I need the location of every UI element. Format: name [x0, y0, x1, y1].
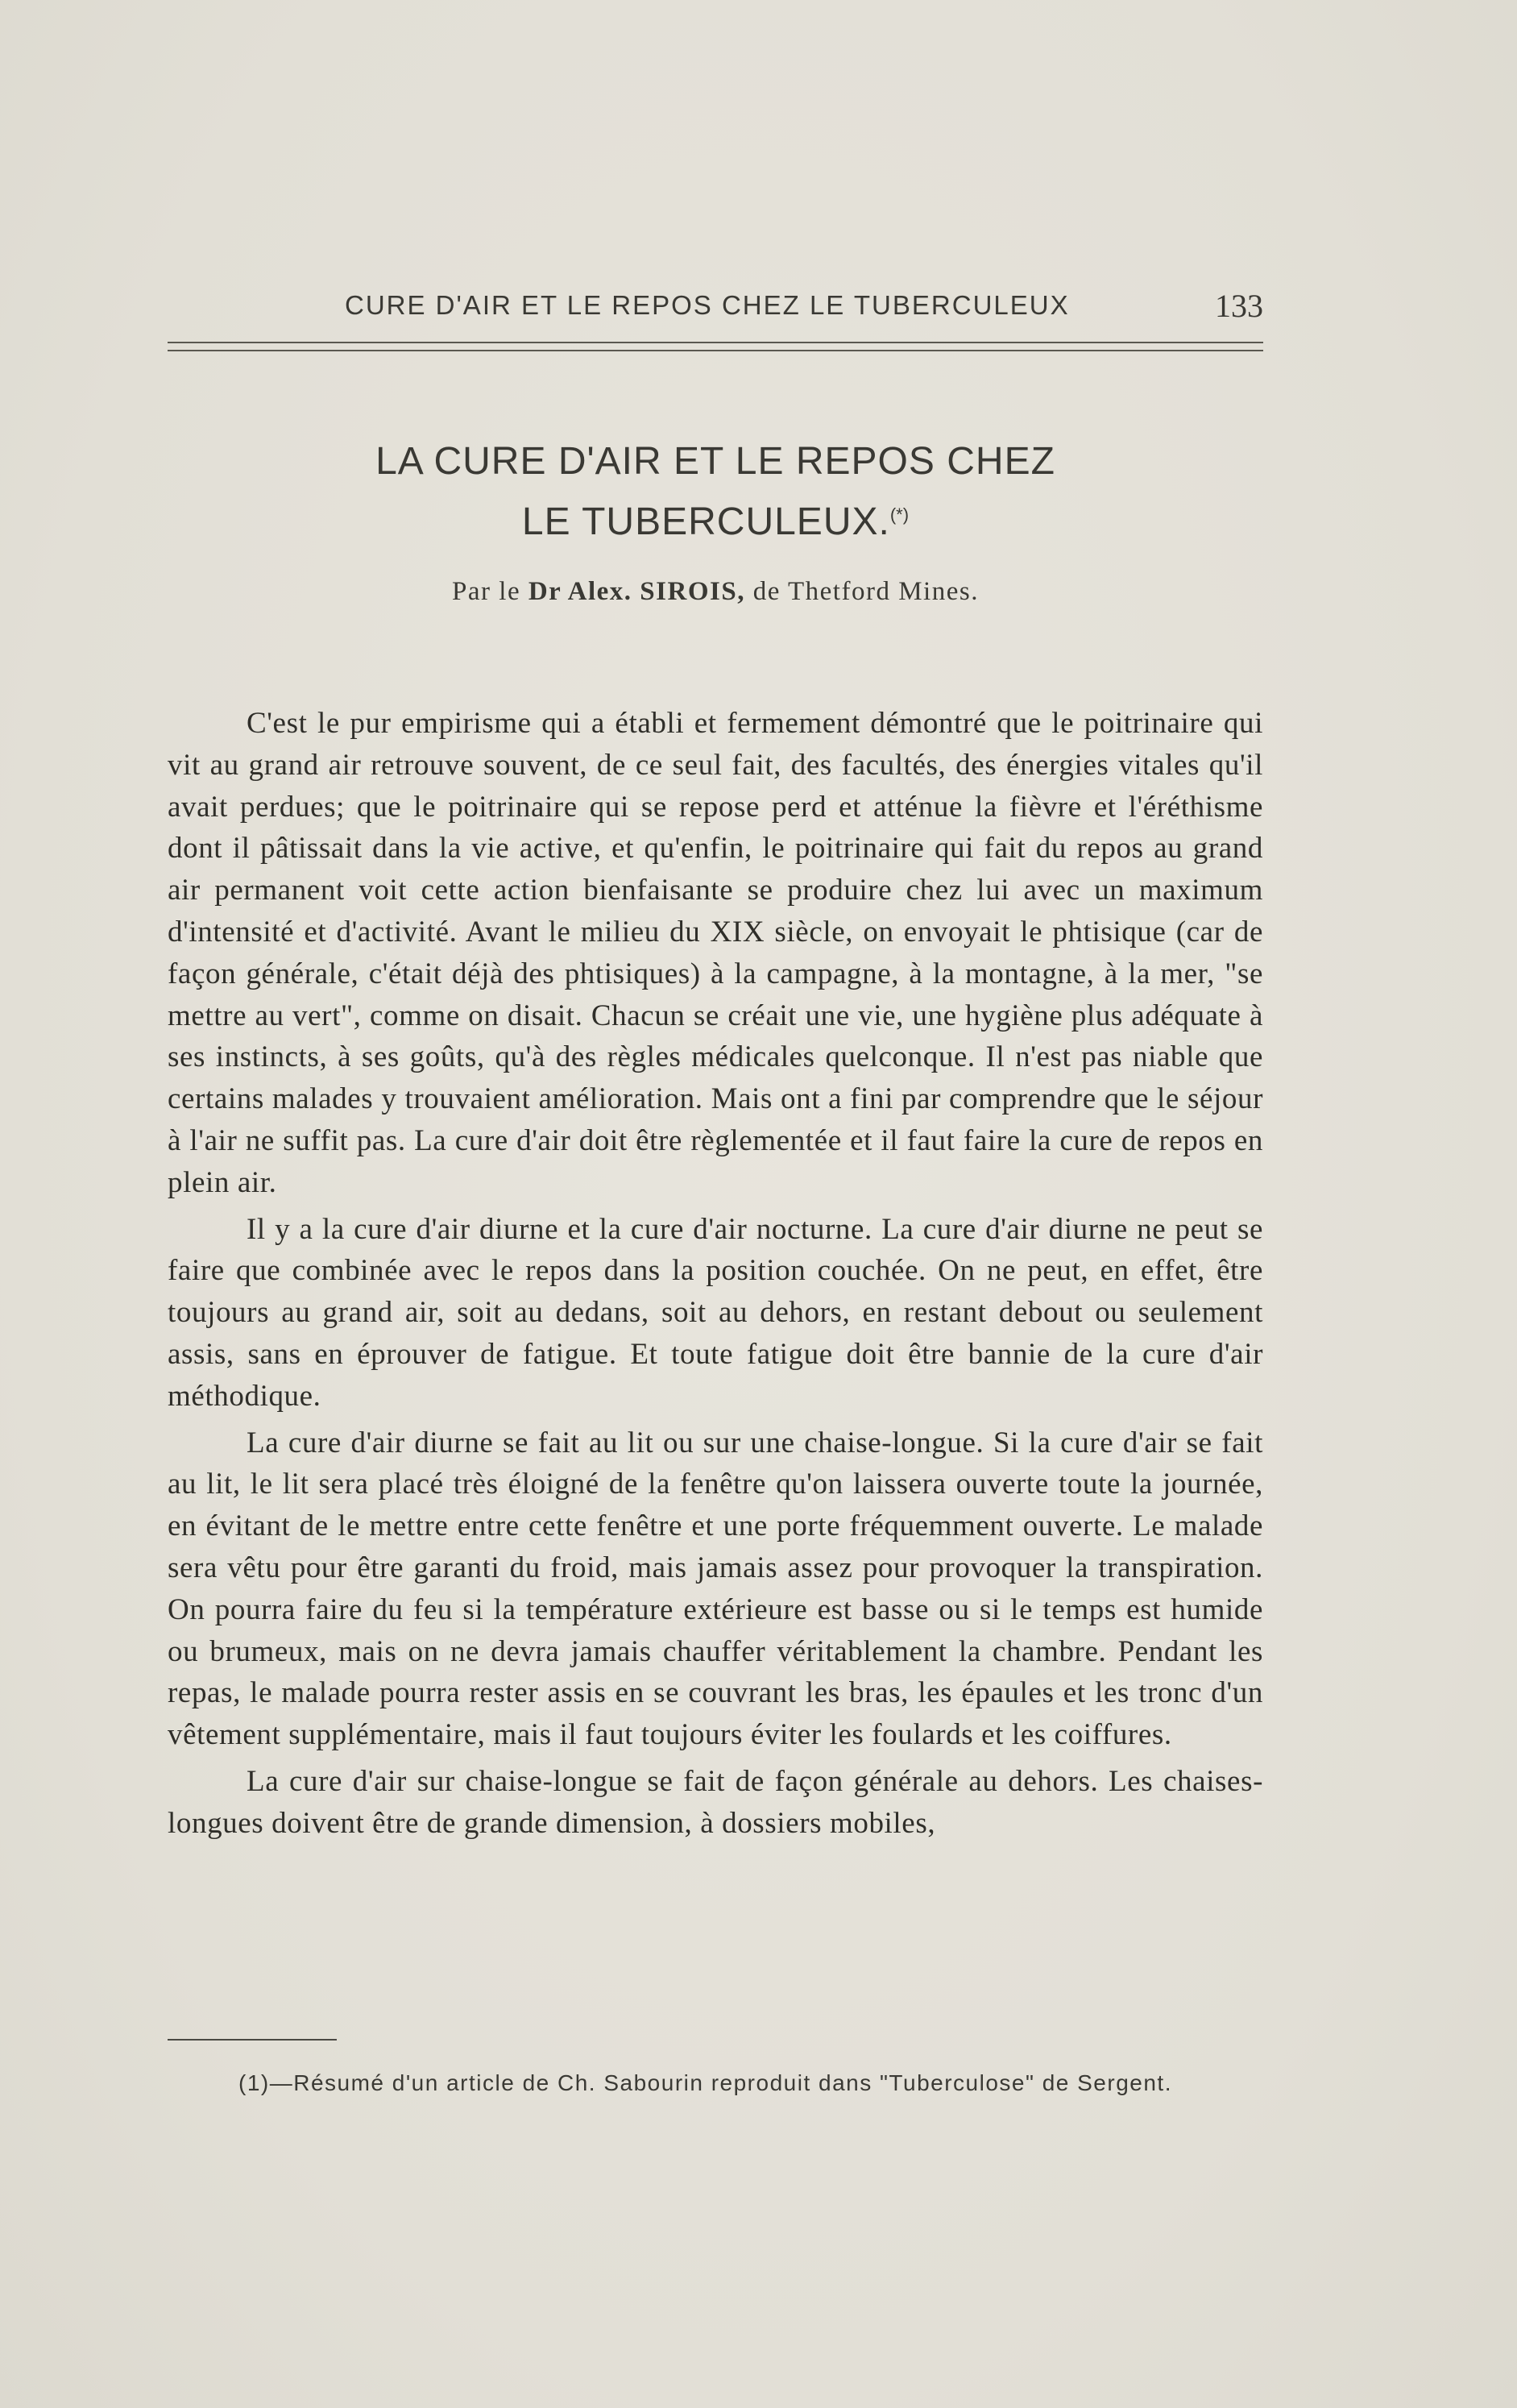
- article-title-line-2-text: LE TUBERCULEUX.: [521, 500, 890, 543]
- paragraph: Il y a la cure d'air diurne et la cure d'air nocturne. La cure d'air diurne ne peut se faire que combinée avec le repos dans la position couchée. On ne peut, en effet, être toujours au grand air, soit au dedans, soit au dehors, en restant debout ou seulement assis, sans en éprouver de fatigue. Et toute fatigue doit être bannie de la cure d'air méthodique.: [168, 1212, 1263, 1413]
- paragraph: La cure d'air diurne se fait au lit ou sur une chaise-longue. Si la cure d'air se fait au lit, le lit sera placé très éloigné de la fenêtre qu'on laissera ouverte toute la journée, en évitant de le mettre entre cette fenêtre et une porte fréquemment ouverte. Le malade sera vêtu pour être garanti du froid, mais jamais assez pour provoquer la transpiration. On pourra faire du feu si la température extérieure est basse ou si le temps est humide ou brumeux, mais on ne devra jamais chauffer véritablement la chambre. Pendant les repas, le malade pourra rester assis en se couvrant les bras, les épaules et les tronc d'un vêtement supplémentaire, mais il faut toujours éviter les foulards et les coiffures.: [168, 1426, 1263, 1752]
- running-header: [168, 284, 1263, 332]
- article-body: [168, 703, 1263, 1845]
- footnote-divider: [168, 2039, 337, 2041]
- article-title-line-2: [168, 488, 1263, 549]
- byline-prefix: Par le: [452, 577, 521, 606]
- paragraph: C'est le pur empirisme qui a établi et fermement démontré que le poitrinaire qui vit au grand air retrouve souvent, de ce seul fait, des facultés, des énergies vitales qu'il avait perdues; que le poitrinaire qui se repose perd et atténue la fièvre et l'éréthisme dont il pâtissait dans la vie active, et qu'enfin, le poitrinaire qui fait du repos au grand air permanent voit cette action bienfaisante se produire chez lui avec un maximum d'intensité et d'activité. Avant le milieu du XIX siècle, on envoyait le phtisique (car de façon générale, c'était déjà des phtisiques) à la campagne, à la montagne, à la mer, "se mettre au vert", comme on disait. Chacun se créait une vie, une hygiène plus adéquate à ses instincts, à ses goûts, qu'à des règles médicales quelconque. Il n'est pas niable que certains malades y trouvaient amélioration. Mais ont a fini par comprendre que le séjour à l'air ne suffit pas. La cure d'air doit être règlementée et il faut faire la cure de repos en plein air.: [168, 707, 1263, 1199]
- byline-author: Dr Alex. SIROIS,: [528, 577, 745, 606]
- article-title: [168, 435, 1263, 549]
- byline: [168, 577, 1263, 607]
- header-double-rule: [168, 342, 1263, 351]
- page-number: 133: [1215, 288, 1263, 324]
- footnote: (1)—Résumé d'un article de Ch. Sabourin reproduit dans "Tuberculose" de Sergent.: [238, 2070, 1172, 2095]
- footnote-reference-mark: (*): [889, 504, 910, 525]
- paragraph: La cure d'air sur chaise-longue se fait de façon générale au dehors. Les chaises-longues doivent être de grande dimension, à dossiers mobiles,: [168, 1764, 1263, 1840]
- byline-suffix: de Thetford Mines.: [752, 577, 979, 606]
- running-title: CURE D'AIR ET LE REPOS CHEZ LE TUBERCULEUX: [345, 290, 1070, 320]
- article-title-line-1: LA CURE D'AIR ET LE REPOS CHEZ: [375, 440, 1055, 483]
